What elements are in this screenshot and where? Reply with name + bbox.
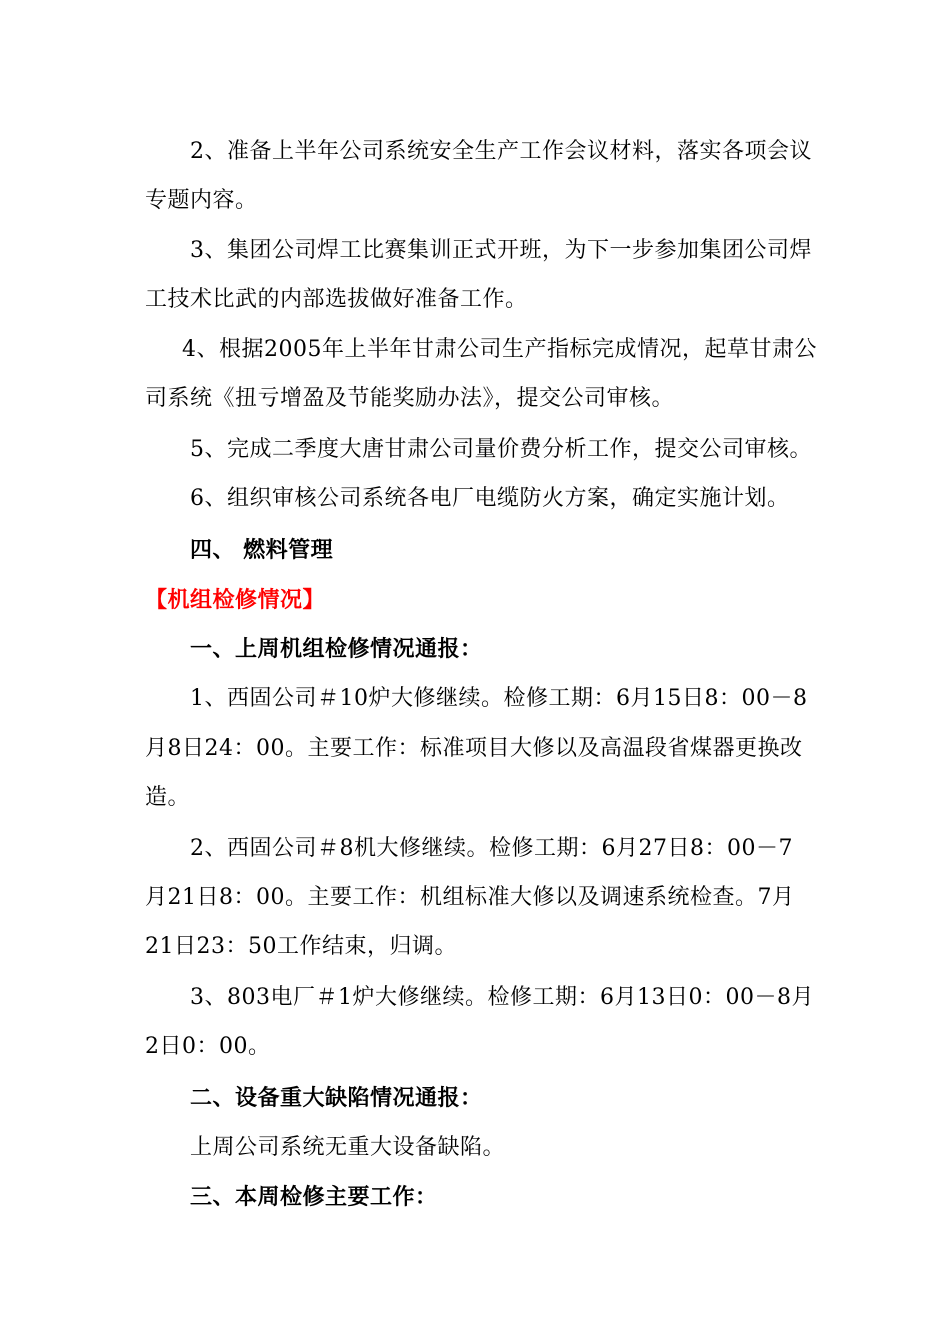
item-3-line-2: 2日0：00。 <box>145 1034 271 1059</box>
paragraph-4-line-1: 4、根据2005年上半年甘肃公司生产指标完成情况，起草甘肃公 <box>182 337 817 362</box>
item-1-line-2: 月8日24：00。主要工作：标准项目大修以及高温段省煤器更换改 <box>145 736 803 761</box>
item-2-line-1: 2、西固公司＃8机大修继续。检修工期：6月27日8：00－7 <box>190 836 793 861</box>
section-heading-fuel: 四、 燃料管理 <box>190 537 334 563</box>
subheading-this-week: 三、本周检修主要工作： <box>190 1184 438 1210</box>
paragraph-4-line-2: 司系统《扭亏增盈及节能奖励办法》，提交公司审核。 <box>145 386 675 411</box>
paragraph-2-line-1: 2、准备上半年公司系统安全生产工作会议材料，落实各项会议 <box>190 139 812 164</box>
major-defects-text: 上周公司系统无重大设备缺陷。 <box>190 1135 506 1160</box>
item-3-line-1: 3、803电厂＃1炉大修继续。检修工期：6月13日0：00－8月 <box>190 985 814 1010</box>
subheading-last-week: 一、上周机组检修情况通报： <box>190 636 483 662</box>
subheading-major-defects: 二、设备重大缺陷情况通报： <box>190 1085 483 1111</box>
item-2-line-3: 21日23：50工作结束，归调。 <box>145 934 457 959</box>
paragraph-5: 5、完成二季度大唐甘肃公司量价费分析工作，提交公司审核。 <box>190 437 812 462</box>
paragraph-3-line-1: 3、集团公司焊工比赛集训正式开班，为下一步参加集团公司焊 <box>190 238 812 263</box>
item-1-line-1: 1、西固公司＃10炉大修继续。检修工期：6月15日8：00－8 <box>190 686 808 711</box>
paragraph-2-line-2: 专题内容。 <box>145 188 258 213</box>
paragraph-3-line-2: 工技术比武的内部选拔做好准备工作。 <box>145 287 528 312</box>
paragraph-6: 6、组织审核公司系统各电厂电缆防火方案，确定实施计划。 <box>190 486 790 511</box>
item-1-line-3: 造。 <box>145 785 191 810</box>
item-2-line-2: 月21日8：00。主要工作：机组标准大修以及调速系统检查。7月 <box>145 885 795 910</box>
section-title-unit-maintenance: 【机组检修情况】 <box>145 587 326 613</box>
